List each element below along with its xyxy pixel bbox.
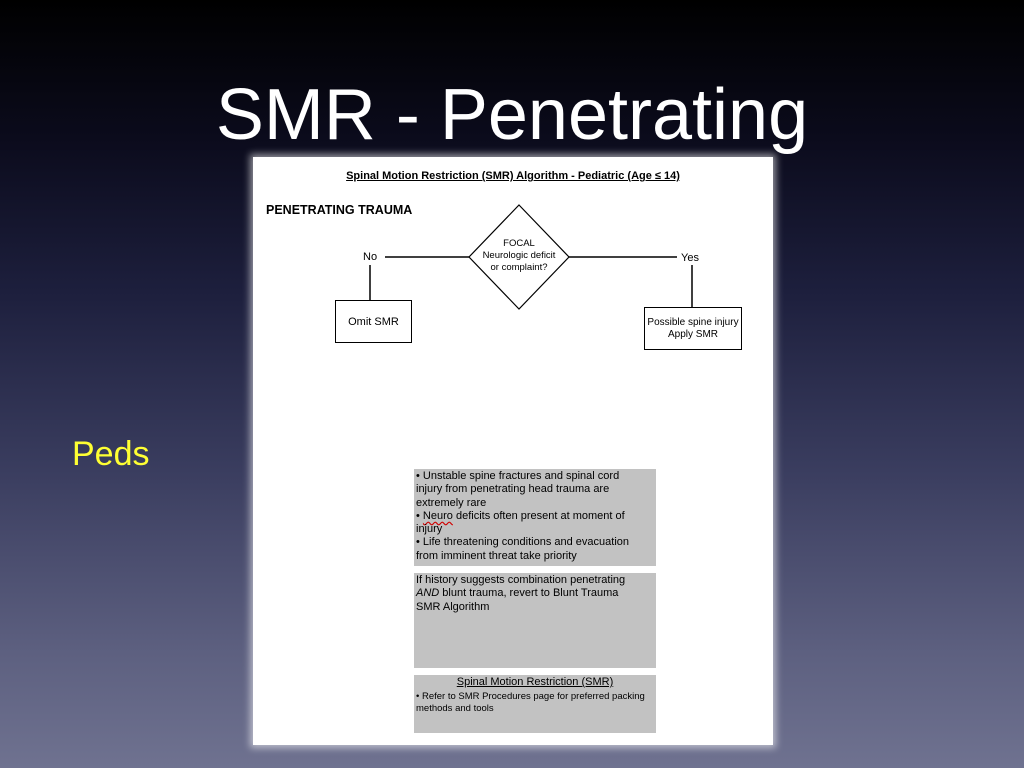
side-label-peds: Peds xyxy=(72,435,150,473)
smr-reference-box xyxy=(414,675,656,733)
combination-line-1: If history suggests combination penetrating xyxy=(416,574,626,586)
omit-smr-box xyxy=(335,300,412,343)
decision-text xyxy=(467,238,571,274)
decision-line-2: Neurologic deficit xyxy=(482,250,556,261)
omit-smr-text: Omit SMR xyxy=(348,315,399,328)
notes-line-7: from imminent threat take priority xyxy=(416,549,577,562)
algorithm-document xyxy=(253,157,773,745)
apply-smr-line-1: Possible spine injury xyxy=(647,316,739,328)
combination-line-2 xyxy=(416,587,654,600)
smr-line-1: • Refer to SMR Procedures page for preferred packing xyxy=(416,691,645,703)
decision-line-3: or complaint? xyxy=(490,262,548,273)
section-title: PENETRATING TRAUMA xyxy=(266,203,413,217)
and-word: AND xyxy=(416,587,440,600)
apply-smr-box xyxy=(644,307,742,350)
notes-line-2: injury from penetrating head trauma are xyxy=(416,483,610,496)
decision-line-1: FOCAL xyxy=(503,238,535,249)
notes-bullets-box xyxy=(414,469,656,566)
document-title: Spinal Motion Restriction (SMR) Algorithm - Pediatric (Age ≤ 14) xyxy=(346,170,680,182)
smr-heading: Spinal Motion Restriction (SMR) xyxy=(456,676,614,688)
notes-line-4 xyxy=(416,510,654,523)
slide-title: SMR - Penetrating xyxy=(215,75,809,155)
notes-bullet-prefix: • xyxy=(416,509,423,522)
notes-line-4-rest: deficits often present at moment of xyxy=(455,509,625,522)
notes-line-6: • Life threatening conditions and evacuation xyxy=(416,536,630,549)
combination-trauma-box xyxy=(414,573,656,668)
yes-label: Yes xyxy=(681,252,699,264)
combination-line-2-rest: blunt trauma, revert to Blunt Trauma xyxy=(442,587,619,600)
neuro-word: Neuro xyxy=(422,509,453,522)
apply-smr-line-2: Apply SMR xyxy=(667,328,718,340)
no-label: No xyxy=(363,251,378,263)
notes-line-3: extremely rare xyxy=(416,496,487,509)
notes-line-5: injury xyxy=(416,523,443,536)
combination-line-3: SMR Algorithm xyxy=(416,600,490,613)
notes-line-1: • Unstable spine fractures and spinal cord xyxy=(416,470,620,482)
smr-line-2: methods and tools xyxy=(416,703,494,715)
